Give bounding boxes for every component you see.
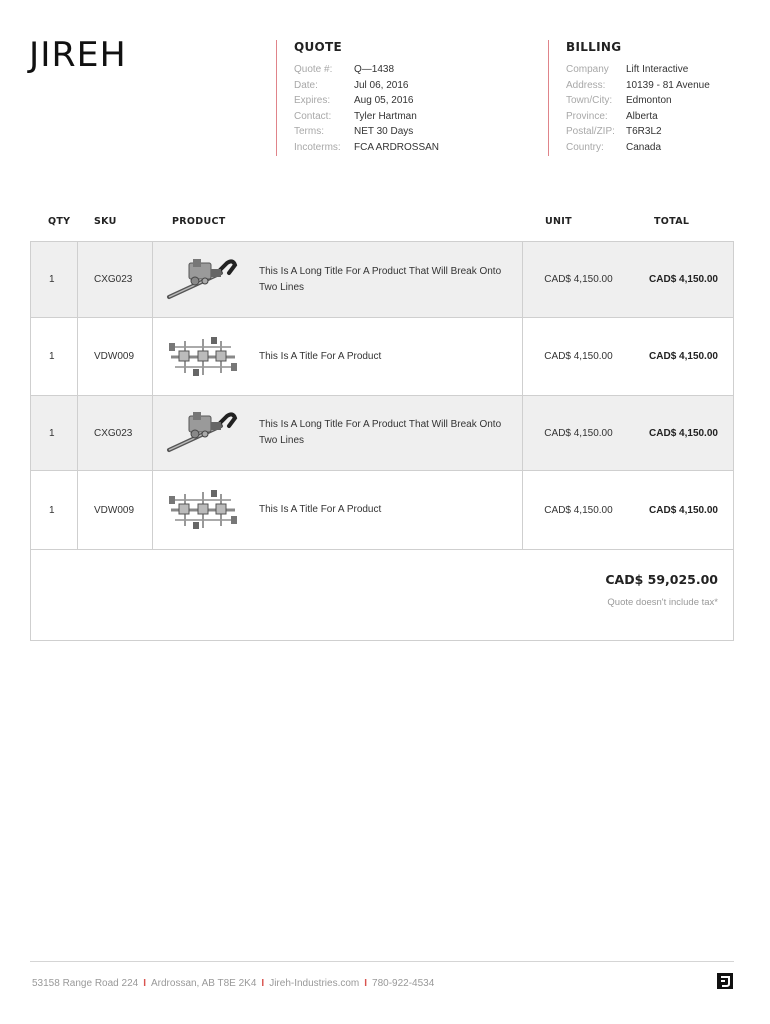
info-value: Alberta xyxy=(626,110,658,122)
billing-company-row xyxy=(566,62,748,78)
table-row xyxy=(31,242,733,318)
info-value: T6R3L2 xyxy=(626,126,662,138)
total-price-cell: CAD$ 4,150.00 xyxy=(649,504,718,516)
footer-separator: I xyxy=(261,978,265,989)
footer-address: 53158 Range Road 224 xyxy=(32,978,139,989)
tax-note: Quote doesn't include tax* xyxy=(607,597,718,608)
info-value: 10139 - 81 Avenue xyxy=(626,79,710,91)
gripper-arm-icon xyxy=(153,396,253,470)
quote-expires-row xyxy=(294,93,526,109)
info-label: Quote #: xyxy=(294,64,333,75)
footer-separator: I xyxy=(143,978,146,989)
quote-summary xyxy=(30,548,734,641)
billing-address-row xyxy=(566,78,748,94)
billing-postal-row xyxy=(566,124,748,140)
tooling-frame-icon xyxy=(153,471,253,549)
footer-separator: I xyxy=(364,978,368,989)
quote-contact-row xyxy=(294,109,526,125)
billing-city-row xyxy=(566,93,748,109)
company-logo: JIREH xyxy=(29,35,127,75)
info-label: Expires: xyxy=(294,95,331,107)
total-price-cell: CAD$ 4,150.00 xyxy=(649,427,718,439)
total-price-cell: CAD$ 4,150.00 xyxy=(649,274,718,285)
footer-city: Ardrossan, AB T8E 2K4 xyxy=(150,978,257,989)
quote-terms-row xyxy=(294,124,526,140)
column-header-product: PRODUCT xyxy=(172,216,226,227)
billing-country-row xyxy=(566,140,748,156)
line-items-table xyxy=(30,241,734,550)
billing-province-row xyxy=(566,109,748,125)
info-label: Town/City: xyxy=(566,95,613,107)
sku-cell: VDW009 xyxy=(78,471,153,549)
tooling-frame-icon xyxy=(153,318,253,395)
info-value: Q—1438 xyxy=(354,64,395,75)
qty-cell: 1 xyxy=(31,242,78,317)
info-value: Canada xyxy=(626,141,662,153)
product-name-cell: This Is A Long Title For A Product That Will Break Onto Two Lines xyxy=(253,396,523,470)
sku-cell: VDW009 xyxy=(78,318,153,395)
billing-heading: BILLING xyxy=(566,40,622,54)
quote-number-row xyxy=(294,62,526,78)
footer-contact xyxy=(32,978,434,989)
info-label: Incoterms: xyxy=(294,141,341,153)
info-value: Aug 05, 2016 xyxy=(354,95,414,107)
unit-price-cell: CAD$ 4,150.00 xyxy=(544,274,613,285)
qty-cell: 1 xyxy=(31,396,78,470)
info-label: Company xyxy=(566,64,609,75)
grand-total: CAD$ 59,025.00 xyxy=(605,572,718,587)
sku-cell: CXG023 xyxy=(78,242,153,317)
info-label: Province: xyxy=(566,110,608,122)
quote-heading: QUOTE xyxy=(294,40,343,54)
info-value: Lift Interactive xyxy=(626,64,689,75)
info-value: Edmonton xyxy=(626,95,672,107)
qty-cell: 1 xyxy=(31,471,78,549)
total-price-cell: CAD$ 4,150.00 xyxy=(649,351,718,362)
jireh-mark-icon xyxy=(716,972,734,990)
column-header-qty: QTY xyxy=(48,216,71,227)
column-header-total: TOTAL xyxy=(654,216,690,227)
column-header-sku: SKU xyxy=(94,216,117,227)
quote-info xyxy=(276,40,526,156)
info-label: Contact: xyxy=(294,110,332,122)
gripper-arm-icon xyxy=(153,242,253,317)
sku-cell: CXG023 xyxy=(78,396,153,470)
product-name-cell: This Is A Long Title For A Product That Will Break Onto Two Lines xyxy=(253,242,523,317)
info-label: Country: xyxy=(566,141,604,153)
unit-price-cell: CAD$ 4,150.00 xyxy=(544,351,613,362)
quote-date-row xyxy=(294,78,526,94)
footer-website-link[interactable]: Jireh-Industries.com xyxy=(269,978,360,989)
info-value: Jul 06, 2016 xyxy=(354,79,409,91)
quote-incoterms-row xyxy=(294,140,526,156)
qty-cell: 1 xyxy=(31,318,78,395)
table-row xyxy=(31,396,733,471)
info-value: NET 30 Days xyxy=(354,126,414,138)
info-value: Tyler Hartman xyxy=(354,110,417,122)
info-label: Postal/ZIP: xyxy=(566,126,615,138)
info-value: FCA ARDROSSAN xyxy=(354,141,440,153)
product-name-cell: This Is A Title For A Product xyxy=(253,318,523,395)
info-label: Address: xyxy=(566,79,606,91)
info-label: Date: xyxy=(294,79,318,91)
product-name-cell: This Is A Title For A Product xyxy=(253,471,523,549)
footer-phone: 780-922-4534 xyxy=(372,978,435,989)
table-row xyxy=(31,318,733,396)
unit-price-cell: CAD$ 4,150.00 xyxy=(544,504,613,516)
footer-divider xyxy=(30,961,734,962)
unit-price-cell: CAD$ 4,150.00 xyxy=(544,427,613,439)
info-label: Terms: xyxy=(294,126,324,138)
table-row xyxy=(31,471,733,549)
billing-info xyxy=(548,40,748,156)
column-header-unit: UNIT xyxy=(545,216,572,227)
